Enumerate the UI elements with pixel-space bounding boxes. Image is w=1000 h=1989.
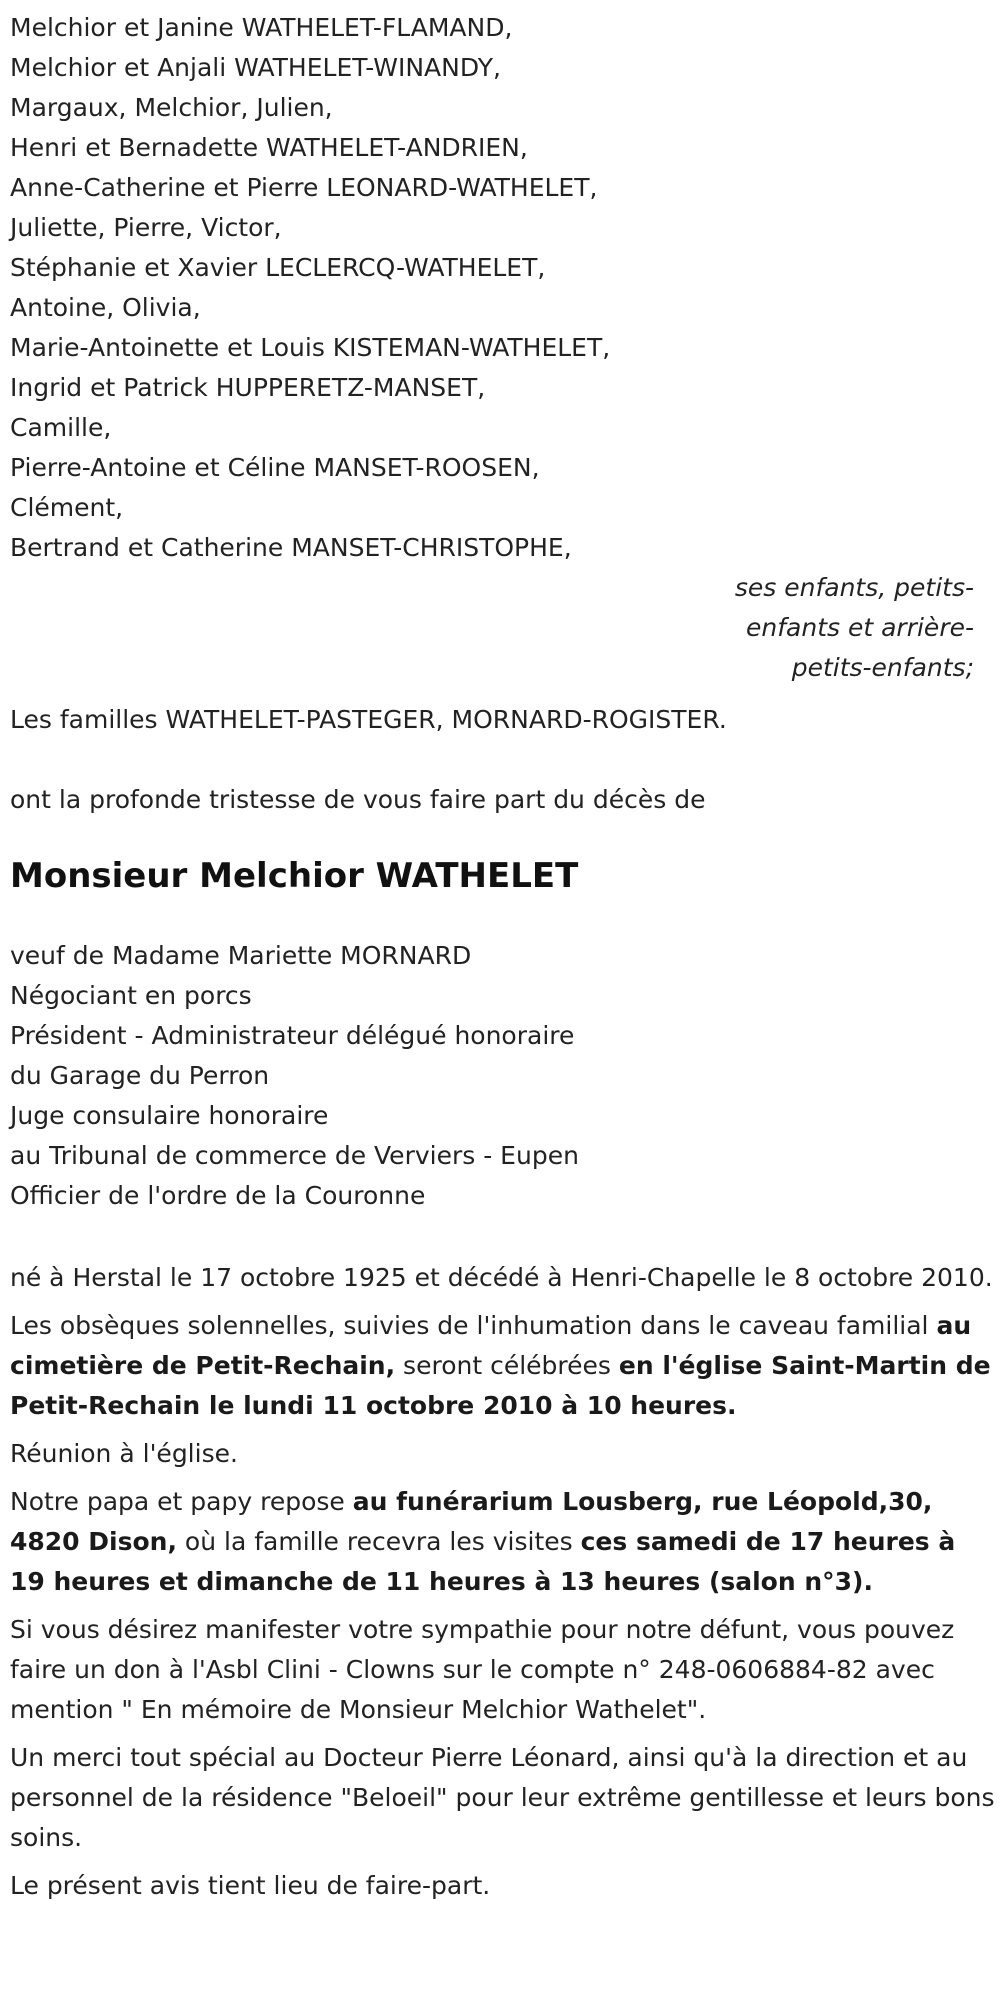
- title-line: Juge consulaire honoraire: [10, 1101, 329, 1130]
- visiting-hours: ces samedi de 17 heures à 19 heures et dimanche de 11 heures à 13 heures (salon n°3).: [10, 1527, 956, 1596]
- deceased-titles: [10, 936, 990, 1216]
- family-member-line: Camille,: [10, 413, 112, 442]
- title-line: veuf de Madame Mariette MORNARD: [10, 941, 472, 970]
- notice-paragraphs: [10, 1258, 995, 1906]
- title-line: Officier de l'ordre de la Couronne: [10, 1181, 426, 1210]
- funeral-text: seront célébrées: [395, 1351, 619, 1380]
- family-members-list: [10, 8, 990, 568]
- visits-text: où la famille recevra les visites: [176, 1527, 581, 1556]
- family-member-line: Melchior et Anjali WATHELET-WINANDY,: [10, 53, 501, 82]
- family-member-line: Pierre-Antoine et Céline MANSET-ROOSEN,: [10, 453, 540, 482]
- visits-paragraph: [10, 1482, 995, 1602]
- family-member-line: Marie-Antoinette et Louis KISTEMAN-WATHELET,: [10, 333, 611, 362]
- family-member-line: Anne-Catherine et Pierre LEONARD-WATHELET,: [10, 173, 598, 202]
- family-member-line: Melchior et Janine WATHELET-FLAMAND,: [10, 13, 513, 42]
- relation-line: enfants et arrière-: [746, 613, 974, 642]
- family-member-line: Clément,: [10, 493, 124, 522]
- family-member-line: Henri et Bernadette WATHELET-ANDRIEN,: [10, 133, 528, 162]
- announcement-intro: ont la profonde tristesse de vous faire part du décès de: [10, 785, 706, 814]
- ceremony-details: en l'église Saint-Martin de Petit-Rechain le lundi 11 octobre 2010 à 10 heures.: [10, 1351, 991, 1420]
- family-member-line: Juliette, Pierre, Victor,: [10, 213, 282, 242]
- title-line: au Tribunal de commerce de Verviers - Eupen: [10, 1141, 579, 1170]
- title-line: Président - Administrateur délégué honoraire: [10, 1021, 575, 1050]
- other-families: Les familles WATHELET-PASTEGER, MORNARD-ROGISTER.: [10, 705, 727, 734]
- family-relation-caption: [0, 568, 990, 688]
- birth-death-paragraph: né à Herstal le 17 octobre 1925 et décédé à Henri-Chapelle le 8 octobre 2010.: [10, 1263, 993, 1292]
- family-member-line: Margaux, Melchior, Julien,: [10, 93, 333, 122]
- title-line: du Garage du Perron: [10, 1061, 270, 1090]
- title-line: Négociant en porcs: [10, 981, 252, 1010]
- visits-text: Notre papa et papy repose: [10, 1487, 353, 1516]
- family-member-line: Bertrand et Catherine MANSET-CHRISTOPHE,: [10, 533, 572, 562]
- relation-line: ses enfants, petits-: [734, 573, 974, 602]
- thanks-paragraph: Un merci tout spécial au Docteur Pierre Léonard, ainsi qu'à la direction et au personnel de la résidence "Beloeil" pour leur extrême gentillesse et leurs bons soins.: [10, 1743, 995, 1852]
- relation-line: petits-enfants;: [791, 653, 974, 682]
- cemetery-location: au cimetière de Petit-Rechain,: [10, 1311, 972, 1380]
- funeral-home-address: au funérarium Lousberg, rue Léopold,30, 4820 Dison,: [10, 1487, 933, 1556]
- deceased-name: Monsieur Melchior WATHELET: [10, 856, 579, 896]
- reunion-paragraph: Réunion à l'église.: [10, 1439, 238, 1468]
- donation-paragraph: Si vous désirez manifester votre sympathie pour notre défunt, vous pouvez faire un don à l'Asbl Clini - Clowns sur le compte n° 248-0606884-82 avec mention " En mémoire de Monsieur Melchior Wathelet".: [10, 1615, 955, 1724]
- family-member-line: Ingrid et Patrick HUPPERETZ-MANSET,: [10, 373, 486, 402]
- family-member-line: Antoine, Olivia,: [10, 293, 201, 322]
- funeral-text: Les obsèques solennelles, suivies de l'inhumation dans le caveau familial: [10, 1311, 937, 1340]
- family-member-line: Stéphanie et Xavier LECLERCQ-WATHELET,: [10, 253, 546, 282]
- closing-paragraph: Le présent avis tient lieu de faire-part.: [10, 1871, 491, 1900]
- funeral-paragraph: [10, 1306, 995, 1426]
